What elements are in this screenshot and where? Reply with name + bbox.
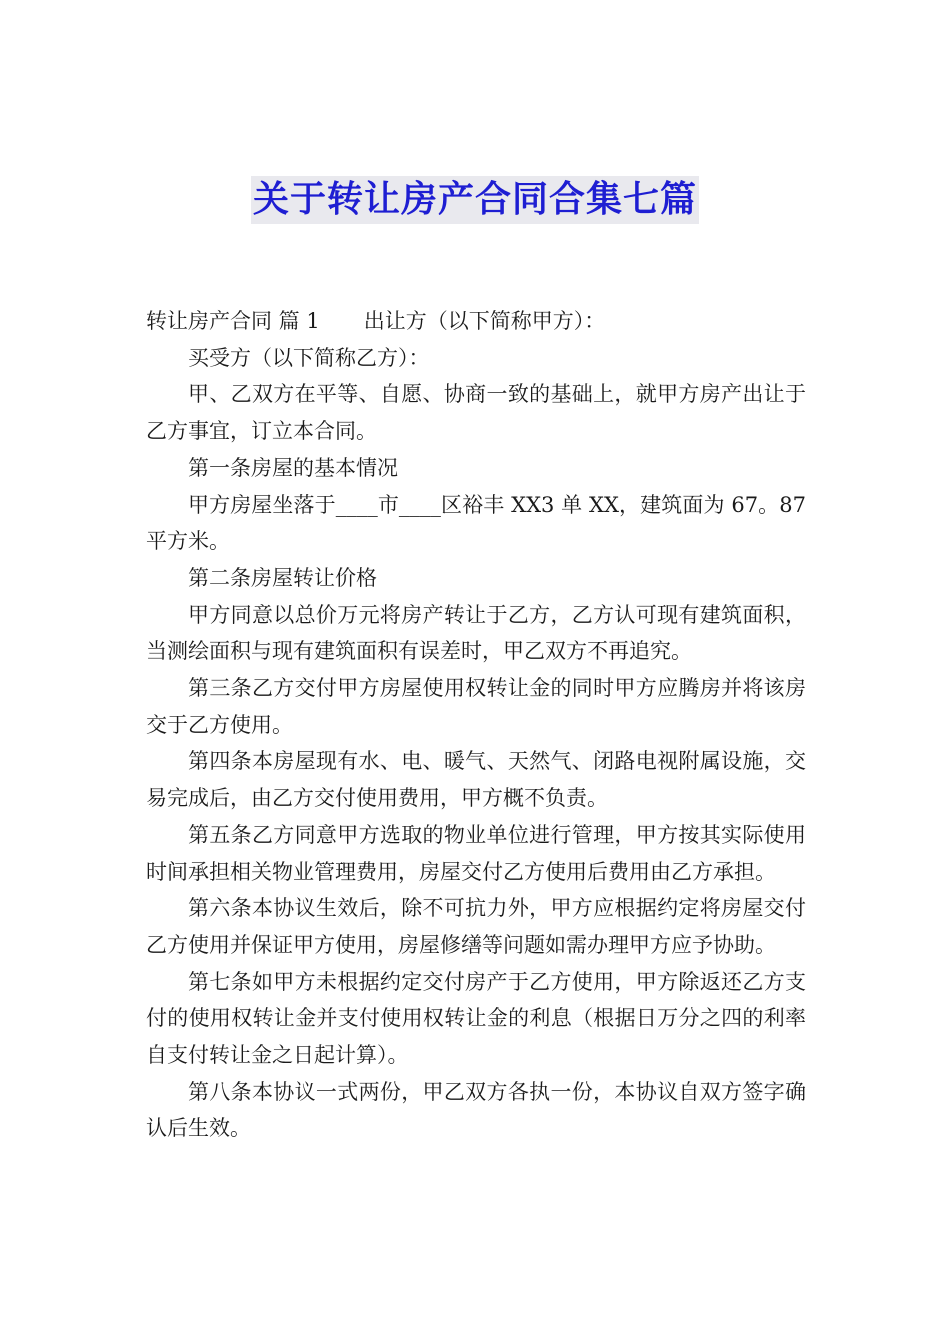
title-container [0,176,950,224]
article-2-title: 第二条房屋转让价格 [188,565,377,590]
paragraph-buyer: 买受方（以下简称乙方）： [188,345,430,370]
article-5: 第五条乙方同意甲方选取的物业单位进行管理，甲方按其实际使用时间承担相关物业管理费用，房屋交付乙方使用后费用由乙方承担。 [146,822,806,884]
article-3: 第三条乙方交付甲方房屋使用权转让金的同时甲方应腾房并将该房交于乙方使用。 [146,676,806,737]
paragraph-preamble: 甲、乙双方在平等、自愿、协商一致的基础上，就甲方房产出让于乙方事宜，订立本合同。 [146,382,806,444]
document-title: 关于转让房产合同合集七篇 [251,176,699,224]
article-1-body: 甲方房屋坐落于____市____区裕丰 XX3 单 XX，建筑面为 67。87 平方米。 [146,492,806,554]
article-1-title: 第一条房屋的基本情况 [188,455,398,480]
contract-heading-line [146,303,806,340]
article-8: 第八条本协议一式两份，甲乙双方各执一份，本协议自双方签字确认后生效。 [146,1079,806,1141]
article-2-body: 甲方同意以总价万元将房产转让于乙方，乙方认可现有建筑面积，当测绘面积与现有建筑面积有误差时，甲乙双方不再追究。 [146,602,806,664]
seller-label: 出让方（以下简称甲方）： [363,309,606,333]
contract-number: 转让房产合同 篇 1 [146,309,320,333]
article-6: 第六条本协议生效后，除不可抗力外，甲方应根据约定将房屋交付乙方使用并保证甲方使用，房屋修缮等问题如需办理甲方应予协助。 [146,896,806,957]
document-body [146,303,806,1147]
article-7: 第七条如甲方未根据约定交付房产于乙方使用，甲方除返还乙方支付的使用权转让金并支付使用权转让金的利息（根据日万分之四的利率自支付转让金之日起计算）。 [146,969,806,1068]
article-4: 第四条本房屋现有水、电、暖气、天然气、闭路电视附属设施，交易完成后，由乙方交付使用费用，甲方概不负责。 [146,749,806,811]
